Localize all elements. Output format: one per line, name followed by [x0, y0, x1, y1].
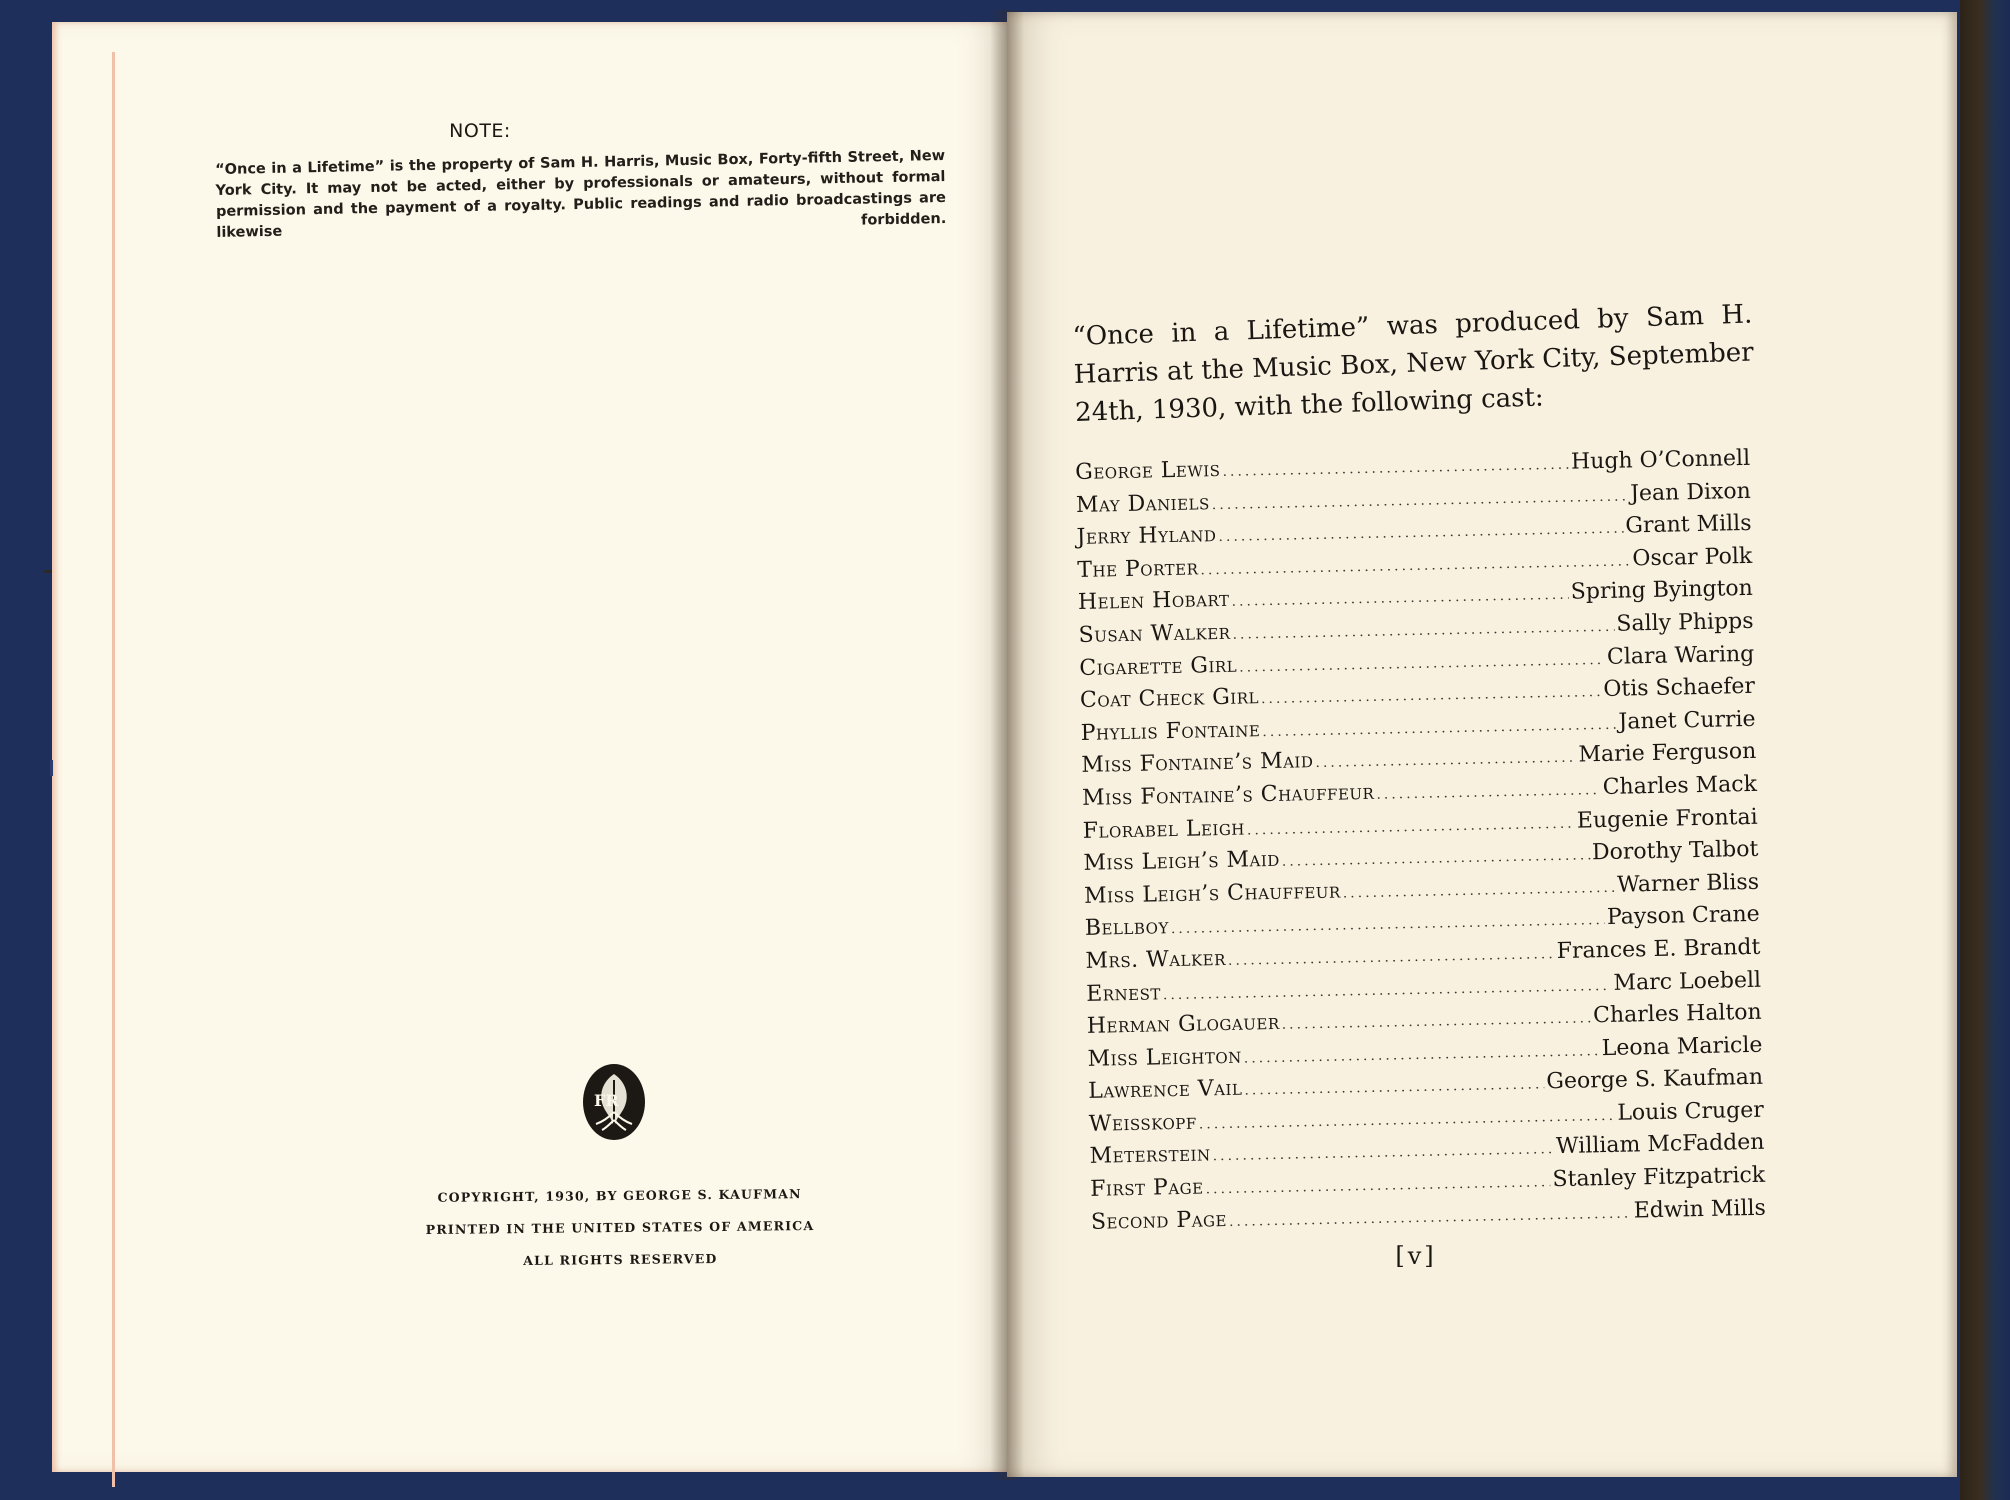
copyright-block [400, 1178, 841, 1279]
publisher-colophon-logo [580, 1062, 648, 1142]
production-intro: “Once in a Lifetime” was produced by Sam H. Harris at the Music Box, New York City, September 24th, 1930, with the following cast: [1072, 299, 1755, 428]
logo-letter-f: FR [594, 1091, 619, 1110]
role-name: Weisskopf [1088, 1109, 1198, 1137]
dot-leader [1261, 684, 1602, 707]
actor-name: Marie Ferguson [1578, 739, 1757, 768]
dot-leader [1244, 1043, 1600, 1066]
role-name: May Daniels [1075, 489, 1211, 518]
actor-name: Warner Bliss [1616, 869, 1760, 898]
actor-name: Spring Byington [1570, 576, 1754, 606]
dot-leader [1171, 912, 1605, 937]
note-text: “Once in a Lifetime” is the property of Sam H. Harris, Music Box, Forty-fifth Street, New York City. It may not be acted, either by professionals or amateurs, without formal permission and the payment of a royalty. Public readings and radio broadcastings are likewise forbidden. [215, 147, 947, 241]
dot-leader [1199, 1108, 1616, 1133]
role-name: Helen Hobart [1077, 587, 1230, 616]
printed-line: PRINTED IN THE UNITED STATES OF AMERICA [425, 1217, 815, 1238]
role-name: George Lewis [1075, 456, 1221, 485]
role-name: Miss Fontaine’s Maid [1081, 748, 1314, 779]
actor-name: Frances E. Brandt [1556, 934, 1761, 964]
book-gutter [990, 10, 1024, 1480]
page-edge-stack [112, 52, 115, 1487]
dot-leader [1229, 1205, 1632, 1229]
dot-leader [1163, 977, 1612, 1002]
actor-name: Leona Maricle [1601, 1032, 1763, 1061]
dot-leader [1315, 750, 1576, 771]
actor-name: William McFadden [1555, 1130, 1765, 1160]
note-title: NOTE: [449, 120, 511, 142]
role-name: Cigarette Girl [1079, 652, 1238, 681]
cover-mark [44, 570, 52, 573]
dot-leader [1231, 587, 1569, 610]
actor-name: George S. Kaufman [1546, 1065, 1764, 1095]
role-name: Susan Walker [1078, 619, 1231, 648]
dot-leader [1262, 716, 1617, 739]
actor-name: Grant Mills [1625, 511, 1752, 539]
dot-leader [1282, 847, 1591, 869]
role-name: Jerry Hyland [1076, 522, 1217, 551]
rights-line: ALL RIGHTS RESERVED [523, 1250, 718, 1269]
dot-leader [1200, 553, 1630, 578]
role-name: Lawrence Vail [1087, 1075, 1243, 1105]
role-name: Meterstein [1089, 1141, 1211, 1170]
actor-name: Hugh O’Connell [1570, 445, 1751, 475]
dot-leader [1228, 946, 1555, 969]
actor-name: Edwin Mills [1633, 1195, 1767, 1224]
actor-name: Stanley Fitzpatrick [1552, 1162, 1766, 1193]
dot-leader [1376, 782, 1601, 803]
role-name: Florabel Leigh [1082, 815, 1246, 844]
cover-mark [50, 760, 53, 776]
role-name: Second Page [1090, 1206, 1228, 1235]
dot-leader [1218, 521, 1623, 545]
role-name: Miss Fontaine’s Chauffeur [1081, 779, 1375, 811]
role-name: Phyllis Fontaine [1080, 716, 1261, 746]
role-name: Miss Leigh’s Chauffeur [1083, 878, 1341, 909]
actor-name: Marc Loebell [1613, 967, 1762, 996]
role-name: The Porter [1077, 555, 1199, 583]
actor-name: Oscar Polk [1632, 543, 1753, 572]
role-name: Miss Leigh’s Maid [1083, 846, 1281, 877]
role-name: Mrs. Walker [1085, 945, 1227, 974]
cast-list [1075, 446, 1766, 1242]
dot-leader [1247, 815, 1575, 838]
dot-leader [1205, 1174, 1550, 1197]
role-name: Coat Check Girl [1079, 684, 1260, 714]
role-name: Miss Leighton [1087, 1043, 1242, 1072]
dot-leader [1343, 880, 1616, 902]
page-folio: [v] [1395, 1242, 1437, 1270]
actor-name: Charles Mack [1602, 771, 1758, 800]
role-name: Herman Glogauer [1086, 1009, 1280, 1039]
dot-leader [1232, 619, 1614, 643]
dot-leader [1281, 1010, 1591, 1032]
dot-leader [1212, 488, 1629, 513]
actor-name: Dorothy Talbot [1591, 836, 1759, 866]
actor-name: Janet Currie [1618, 706, 1756, 735]
actor-name: Charles Halton [1592, 999, 1762, 1029]
actor-name: Louis Cruger [1617, 1097, 1765, 1126]
actor-name: Otis Schaefer [1603, 673, 1756, 703]
dot-leader [1239, 652, 1605, 676]
actor-name: Eugenie Frontai [1576, 804, 1758, 834]
actor-name: Payson Crane [1606, 902, 1760, 931]
actor-name: Sally Phipps [1616, 608, 1754, 637]
dot-leader [1222, 457, 1569, 480]
dot-leader [1244, 1077, 1544, 1099]
actor-name: Jean Dixon [1629, 478, 1752, 506]
role-name: First Page [1090, 1174, 1204, 1202]
role-name: Ernest [1085, 979, 1162, 1007]
role-name: Bellboy [1084, 914, 1170, 942]
actor-name: Clara Waring [1606, 641, 1755, 670]
dot-leader [1212, 1142, 1554, 1165]
book-cover-edge [1960, 0, 2010, 1500]
copyright-line: COPYRIGHT, 1930, BY GEORGE S. KAUFMAN [437, 1186, 802, 1205]
